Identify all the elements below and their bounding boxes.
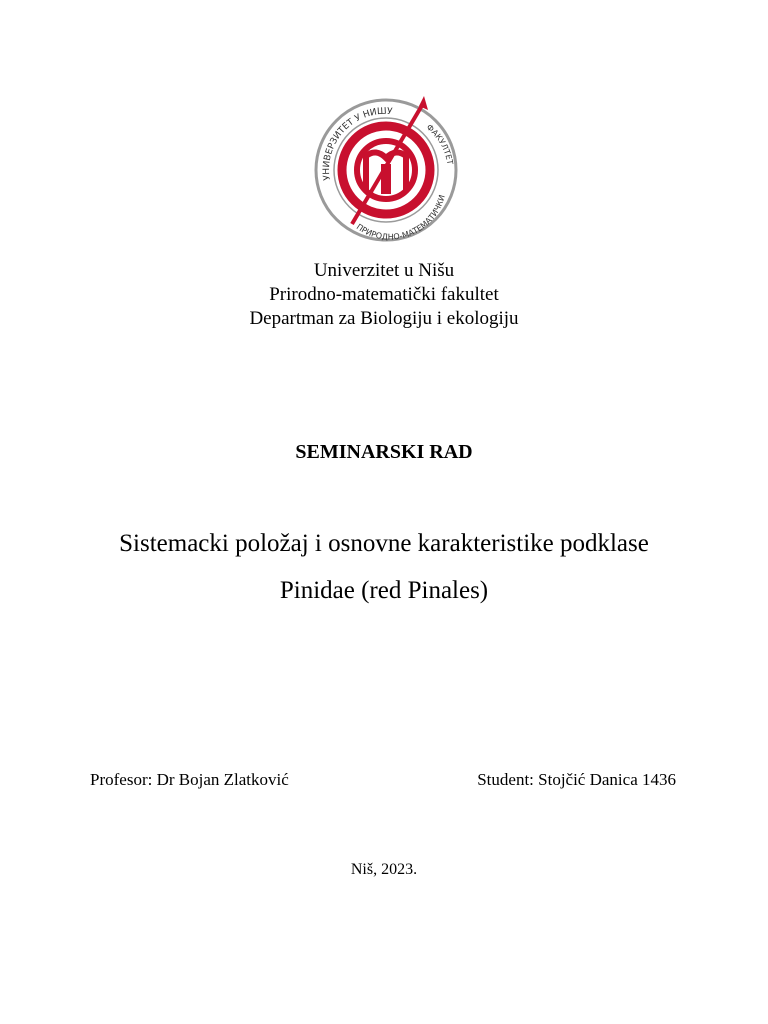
document-title-line-1: Sistemacki položaj i osnovne karakteristike podklase [119,530,649,557]
place-and-date: Niš, 2023. [350,861,418,878]
university-name: Univerzitet u Nišu [313,260,455,281]
svg-text:УНИВЕРЗИТЕТ У НИШУ: УНИВЕРЗИТЕТ У НИШУ [321,106,393,181]
faculty-name: Prirodno-matematički fakultet [269,284,499,305]
document-title-line-2: Pinidae (red Pinales) [279,577,489,604]
professor-line: Profesor: Dr Bojan Zlatković [90,770,289,789]
document-type-heading: SEMINARSKI RAD [295,441,473,463]
student-line: Student: Stojčić Danica 1436 [477,770,676,789]
svg-text:ПРИРОДНО-МАТЕМАТИЧКИ: ПРИРОДНО-МАТЕМАТИЧКИ [354,193,447,242]
svg-text:ФАКУЛТЕТ: ФАКУЛТЕТ [424,122,455,166]
university-seal-logo [300,88,468,248]
department-name: Departman za Biologiju i ekologiju [249,308,519,329]
